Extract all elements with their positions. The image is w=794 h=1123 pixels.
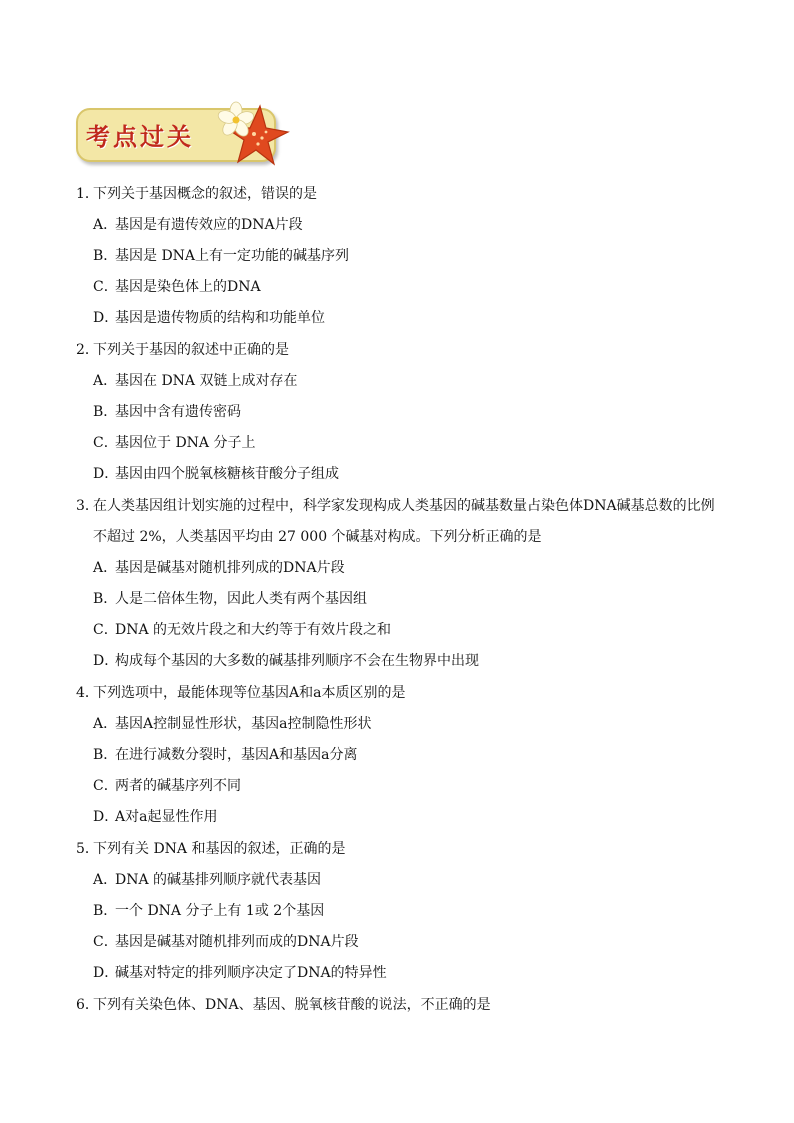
question-4-option-b: B．在进行减数分裂时，基因A和基因a分离	[93, 747, 358, 763]
question-6-stem: 6．下列有关染色体、DNA、基因、脱氧核苷酸的说法，不正确的是	[76, 997, 491, 1013]
question-5-option-c: C．基因是碱基对随机排列而成的DNA片段	[93, 934, 359, 950]
question-2-option-b: B．基因中含有遗传密码	[93, 404, 241, 420]
question-2-option-d: D．基因由四个脱氧核糖核苷酸分子组成	[93, 466, 339, 482]
section-banner	[72, 98, 290, 168]
question-3-stem: 3．在人类基因组计划实施的过程中，科学家发现构成人类基因的碱基数量占染色体DNA碱基总数的比例	[76, 498, 715, 514]
question-4-option-d: D．A对a起显性作用	[93, 809, 218, 825]
question-3-option-a: A．基因是碱基对随机排列成的DNA片段	[93, 560, 345, 576]
question-2-stem: 2．下列关于基因的叙述中正确的是	[76, 342, 289, 358]
question-4-option-c: C．两者的碱基序列不同	[93, 778, 241, 794]
question-5-option-d: D．碱基对特定的排列顺序决定了DNA的特异性	[93, 965, 387, 981]
question-3-option-b: B．人是二倍体生物，因此人类有两个基因组	[93, 591, 367, 607]
question-1-option-c: C．基因是染色体上的DNA	[93, 279, 261, 295]
question-3-stem-continued: 不超过 2%，人类基因平均由 27 000 个碱基对构成。下列分析正确的是	[93, 529, 542, 545]
question-4-stem: 4．下列选项中，最能体现等位基因A和a本质区别的是	[76, 685, 406, 701]
question-4-option-a: A．基因A控制显性形状，基因a控制隐性形状	[93, 716, 372, 732]
question-3-option-c: C．DNA 的无效片段之和大约等于有效片段之和	[93, 622, 392, 638]
question-3-option-d: D．构成每个基因的大多数的碱基排列顺序不会在生物界中出现	[93, 653, 479, 669]
question-5-option-a: A．DNA 的碱基排列顺序就代表基因	[93, 872, 322, 888]
question-5-stem: 5．下列有关 DNA 和基因的叙述，正确的是	[76, 841, 346, 857]
question-5-option-b: B．一个 DNA 分子上有 1或 2个基因	[93, 903, 325, 919]
question-1-option-a: A．基因是有遗传效应的DNA片段	[93, 217, 303, 233]
question-1-option-d: D．基因是遗传物质的结构和功能单位	[93, 310, 325, 326]
banner-title: 考点过关	[86, 122, 194, 151]
question-2-option-c: C．基因位于 DNA 分子上	[93, 435, 256, 451]
question-2-option-a: A．基因在 DNA 双链上成对存在	[93, 373, 298, 389]
starfish-flower-icon	[202, 98, 292, 168]
question-1-stem: 1．下列关于基因概念的叙述，错误的是	[76, 186, 317, 202]
question-1-option-b: B．基因是 DNA上有一定功能的碱基序列	[93, 248, 350, 264]
